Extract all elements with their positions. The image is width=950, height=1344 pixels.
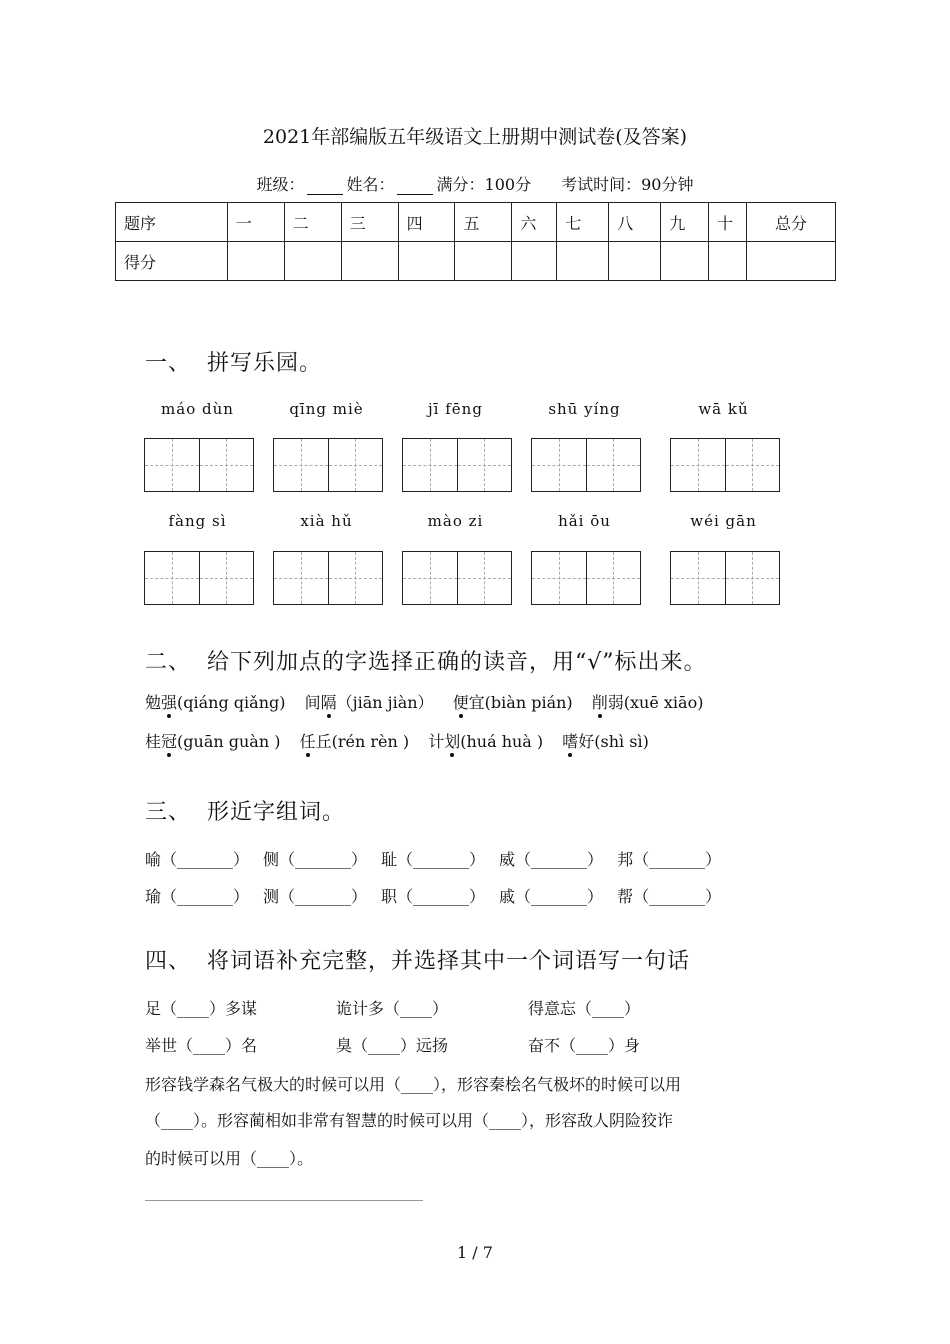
pinyin-label: qīng miè (289, 400, 364, 418)
idiom-blank-item[interactable]: 臭（____）远扬 (336, 1036, 449, 1055)
score-cell[interactable] (661, 242, 709, 281)
word-blank-item[interactable]: 瑜（_______） (145, 887, 250, 906)
word-blank-item[interactable]: 威（_______） (499, 850, 604, 869)
pinyin-label: hǎi ōu (558, 512, 611, 530)
section-1-heading: 一、 拼写乐园。 (145, 351, 323, 376)
exam-info (0, 172, 950, 195)
pronunciation-item[interactable]: 计划(huá huà ) (428, 732, 544, 751)
score-cell[interactable] (747, 242, 836, 281)
writing-grid[interactable] (531, 438, 641, 492)
word-blank-item[interactable]: 喻（_______） (145, 850, 250, 869)
header-cell: 二 (284, 203, 341, 242)
pronunciation-item[interactable]: 便宜(biàn pián) (452, 693, 573, 712)
section-4-heading: 四、 将词语补充完整，并选择其中一个词语写一句话 (145, 949, 691, 974)
word-blank-item[interactable]: 邦（_______） (617, 850, 722, 869)
idiom-paragraph-line[interactable]: （____）。形容蔺相如非常有智慧的时候可以用（____），形容敌人阴险狡诈 (145, 1111, 674, 1130)
pronunciation-item[interactable]: 任丘(rén rèn ) (299, 732, 410, 751)
header-cell: 题序 (116, 203, 228, 242)
pinyin-label: fàng sì (168, 512, 227, 530)
idiom-blank-item[interactable]: 举世（____）名 (145, 1036, 258, 1055)
idiom-blank-item[interactable]: 足（____）多谋 (145, 999, 258, 1018)
header-cell: 八 (609, 203, 661, 242)
pronunciation-item[interactable]: 桂冠(guān guàn ) (145, 732, 281, 751)
score-cell[interactable] (609, 242, 661, 281)
header-cell: 四 (398, 203, 455, 242)
name-blank[interactable] (397, 178, 433, 195)
writing-grid[interactable] (670, 551, 780, 605)
idiom-blank-item[interactable]: 诡计多（____） (336, 999, 449, 1018)
word-blank-item[interactable]: 职（_______） (381, 887, 486, 906)
pronunciation-item[interactable]: 勉强(qiáng qiǎng) (145, 693, 286, 712)
header-cell: 一 (227, 203, 284, 242)
idiom-paragraph-line[interactable]: 的时候可以用（____）。 (145, 1149, 314, 1168)
score-cell[interactable] (398, 242, 455, 281)
pinyin-label: jī fēng (428, 400, 483, 418)
pinyin-label: wā kǔ (698, 400, 749, 418)
writing-grid[interactable] (531, 551, 641, 605)
page-title: 2021年部编版五年级语文上册期中测试卷(及答案) (262, 126, 688, 148)
footer-divider (145, 1200, 423, 1201)
word-blank-item[interactable]: 侧（_______） (263, 850, 368, 869)
writing-grid[interactable] (402, 438, 512, 492)
header-cell: 三 (341, 203, 398, 242)
header-cell: 六 (512, 203, 557, 242)
idiom-blank-item[interactable]: 奋不（____）身 (528, 1036, 641, 1055)
score-cell[interactable] (455, 242, 512, 281)
full-score: 满分：100分 (436, 175, 532, 194)
score-cell[interactable] (557, 242, 609, 281)
header-cell: 十 (709, 203, 747, 242)
exam-time: 考试时间：90分钟 (561, 175, 694, 194)
idiom-paragraph-line[interactable]: 形容钱学森名气极大的时候可以用（____），形容秦桧名气极坏的时候可以用 (145, 1075, 682, 1094)
pinyin-label: shū yíng (548, 400, 621, 418)
pronunciation-item[interactable]: 削弱(xuē xiāo) (591, 693, 704, 712)
pronunciation-item[interactable]: 嗜好(shì sì) (562, 732, 649, 751)
section-3-heading: 三、 形近字组词。 (145, 800, 346, 825)
header-cell: 总分 (747, 203, 836, 242)
class-blank[interactable] (307, 178, 343, 195)
score-row-label: 得分 (116, 242, 228, 281)
score-cell[interactable] (227, 242, 284, 281)
score-cell[interactable] (512, 242, 557, 281)
word-group-line-1 (145, 847, 735, 870)
header-cell: 五 (455, 203, 512, 242)
word-blank-item[interactable]: 帮（_______） (617, 887, 722, 906)
idiom-blank-item[interactable]: 得意忘（____） (528, 999, 641, 1018)
score-cell[interactable] (709, 242, 747, 281)
writing-grid[interactable] (144, 438, 254, 492)
score-table-header-row (116, 203, 836, 242)
score-cell[interactable] (284, 242, 341, 281)
pinyin-label: mào zi (427, 512, 484, 530)
writing-grid[interactable] (273, 438, 383, 492)
writing-grid[interactable] (670, 438, 780, 492)
word-group-line-2 (145, 884, 735, 907)
pronunciation-line-1 (145, 690, 717, 713)
pinyin-label: wéi gān (690, 512, 757, 530)
section-2-heading: 二、 给下列加点的字选择正确的读音，用“√”标出来。 (145, 650, 707, 675)
pronunciation-item[interactable]: 间隔（jiān jiàn） (304, 693, 434, 712)
word-blank-item[interactable]: 测（_______） (263, 887, 368, 906)
writing-grid[interactable] (273, 551, 383, 605)
writing-grid[interactable] (144, 551, 254, 605)
writing-grid[interactable] (402, 551, 512, 605)
pinyin-label: máo dùn (161, 400, 234, 418)
page-number: 1 / 7 (457, 1243, 493, 1262)
header-cell: 七 (557, 203, 609, 242)
header-cell: 九 (661, 203, 709, 242)
score-table-score-row (116, 242, 836, 281)
score-cell[interactable] (341, 242, 398, 281)
word-blank-item[interactable]: 戚（_______） (499, 887, 604, 906)
pinyin-label: xià hǔ (300, 512, 353, 530)
class-label: 班级： (256, 175, 305, 194)
score-table (115, 202, 836, 281)
name-label: 姓名： (346, 175, 395, 194)
pronunciation-line-2 (145, 729, 663, 752)
word-blank-item[interactable]: 耻（_______） (381, 850, 486, 869)
